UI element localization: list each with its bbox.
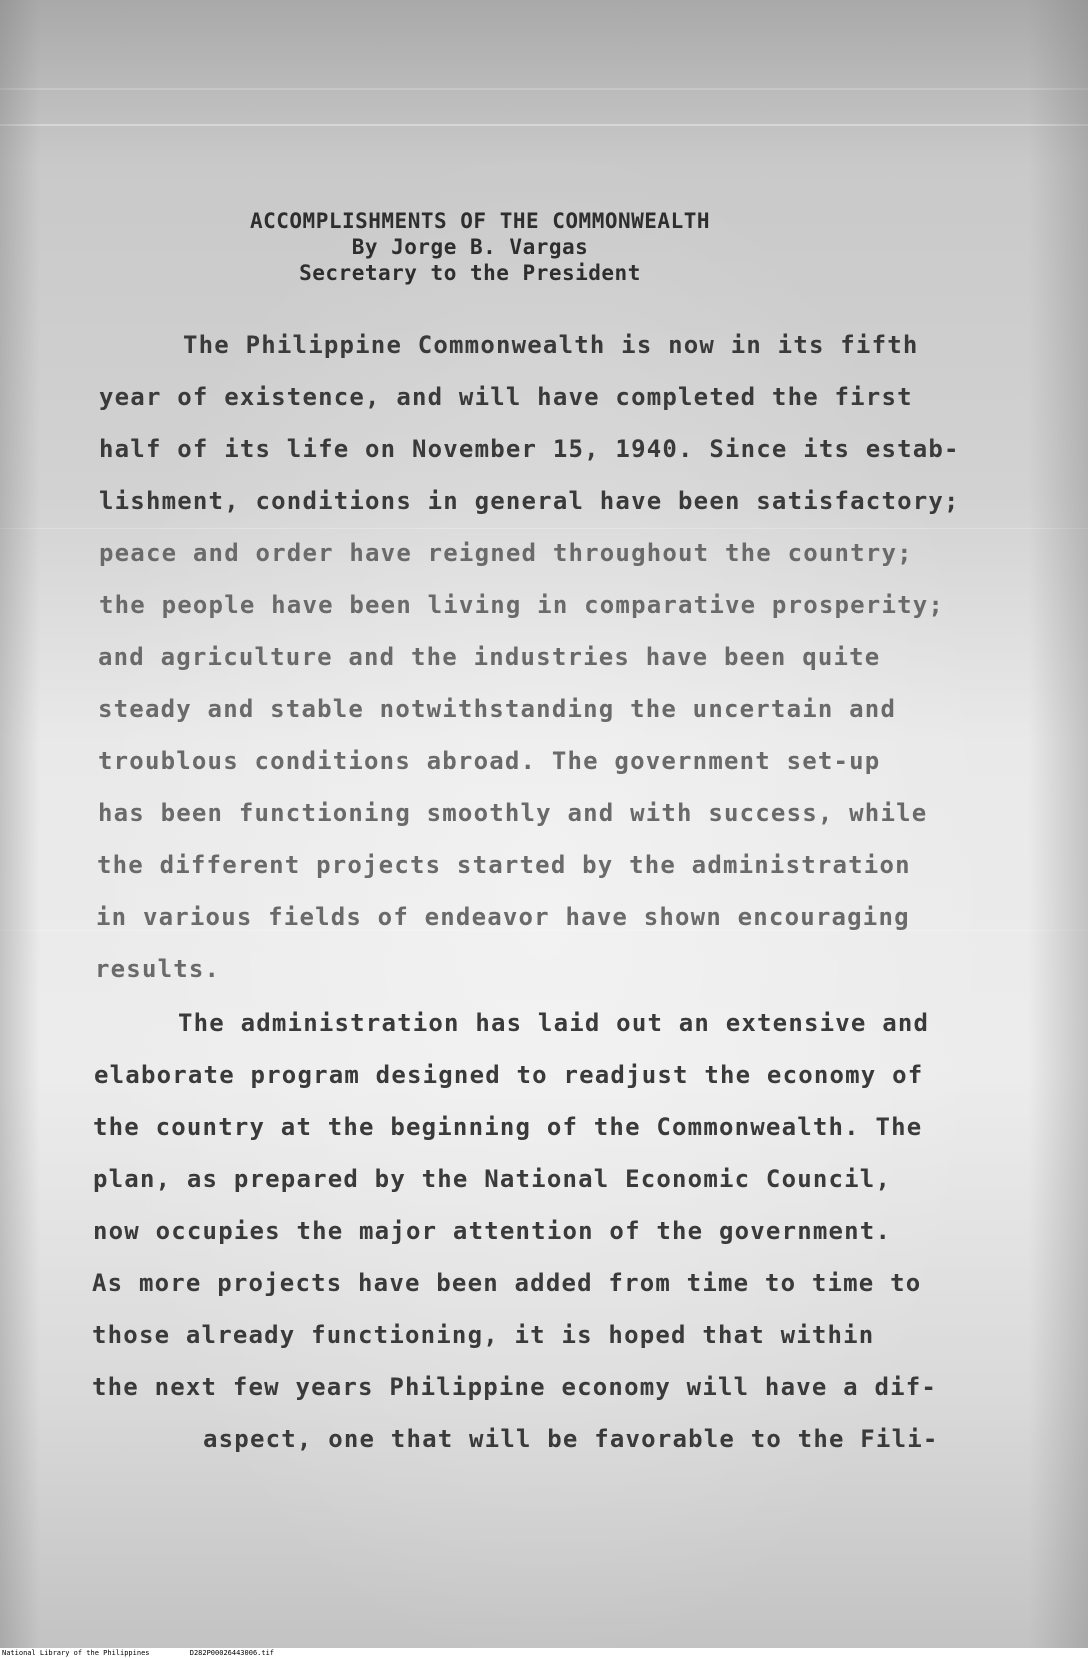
text-line: results. [95,955,221,983]
document-title: ACCOMPLISHMENTS OF THE COMMONWEALTH [249,209,710,233]
text-line: aspect, one that will be favorable to the Fili- [203,1425,939,1453]
text-line: The administration has laid out an extensive and [178,1009,930,1037]
archive-source: National Library of the Philippines [2,1649,150,1657]
archive-filename: D282P00026443006.tif [189,1649,275,1657]
paper-fold-line [0,88,1088,90]
text-line: As more projects have been added from time to time to [92,1269,922,1297]
text-line: steady and stable notwithstanding the uncertain and [98,695,897,723]
text-line: now occupies the major attention of the government. [93,1217,892,1245]
text-line: year of existence, and will have completed the first [99,383,913,411]
text-line: plan, as prepared by the National Economic Council, [93,1165,892,1193]
page-edge-shadow [1028,0,1088,1648]
text-line: the different projects started by the administration [97,851,911,879]
text-line: The Philippine Commonwealth is now in its fifth [183,331,919,359]
text-line: the next few years Philippine economy will have a dif- [92,1373,938,1401]
text-line: lishment, conditions in general have been satisfactory; [99,487,960,515]
text-line: and agriculture and the industries have been quite [98,643,881,671]
text-line: has been functioning smoothly and with success, while [98,799,928,827]
document-author-title: Secretary to the President [299,261,641,285]
text-line: peace and order have reigned throughout the country; [99,539,913,567]
text-line: in various fields of endeavor have shown encouraging [96,903,910,931]
text-line: elaborate program designed to readjust the economy of [94,1061,924,1089]
text-line: half of its life on November 15, 1940. Since its estab- [99,435,960,463]
archive-footer [0,1648,1088,1658]
paper-fold-line [0,124,1088,126]
text-line: those already functioning, it is hoped that within [92,1321,875,1349]
text-line: the country at the beginning of the Commonwealth. The [93,1113,923,1141]
text-line: troublous conditions abroad. The government set-up [98,747,881,775]
paper-fold-line [0,528,1088,529]
document-author: By Jorge B. Vargas [351,235,589,259]
text-line: the people have been living in comparative prosperity; [99,591,945,619]
